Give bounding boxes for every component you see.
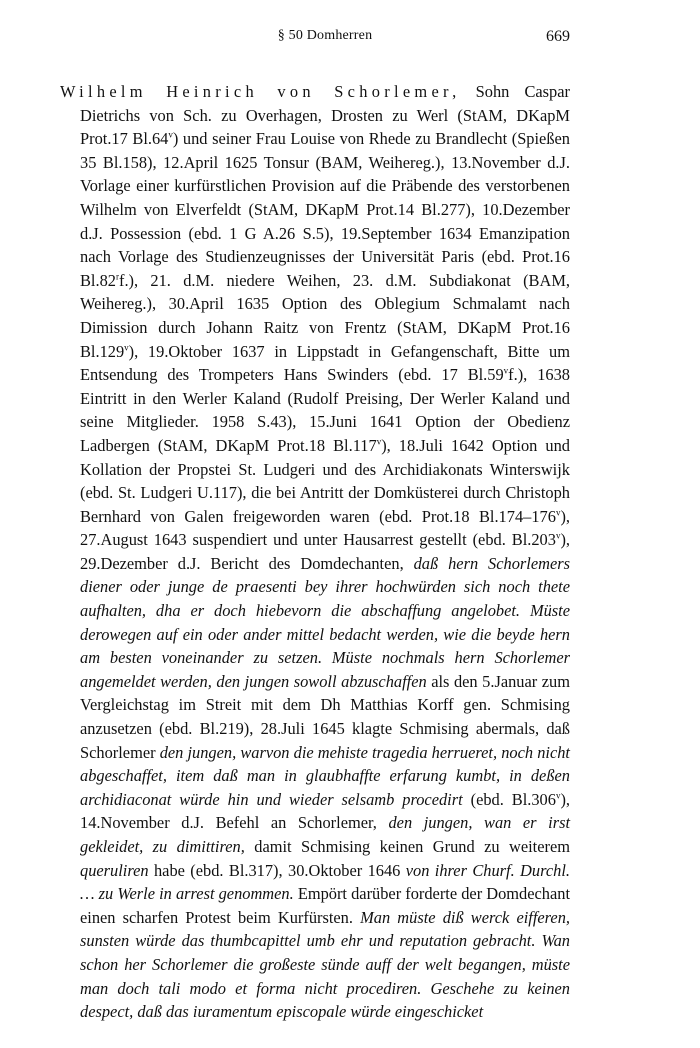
body-text-segment: Empört darüber forderte der Domdechant einen scharfen Protest beim Kurfürsten. [80, 884, 571, 927]
body-text-segment: ), 29.Dezember d.J. Bericht des Domdechanten, [80, 530, 570, 573]
page-header [80, 28, 570, 50]
folio-superscript: v [555, 530, 561, 541]
body-text-segment: habe (ebd. Bl.317), 30.Oktober 1646 [148, 860, 406, 880]
body-text-segment: (ebd. Bl.306 [462, 789, 556, 809]
folio-superscript: v [376, 436, 382, 447]
body-text-segment: damit Schmising keinen Grund zu weiterem [244, 837, 570, 856]
body-text-segment: Sohn Caspar Dietrichs von Sch. zu Overhagen, Drosten zu Werl (StAM, DKapM Prot.17 Bl.64 [80, 82, 570, 149]
quotation-text: daß hern Schorlemers diener oder junge de praesenti bey ihrer hochwürden sich noch thete aufhalten, dha er doch hiebevorn die abschaffung angelobet. Müste derowegen auf ein oder ander mittel bedacht werden, wie die beyde hern am besten voneinander zu setzen. Müste nochmals hern Schorlemer angemeldet werden, den jungen sowoll abzuschaffen [80, 553, 570, 691]
quotation-text: Man müste diß werck eifferen, sunsten würde das thumbcapittel umb ehr und reputation gebracht. Wan schon her Schorlemer die großeste sünde auff der welt begangen, müste man doch tali modo et forma nicht procediren. Geschehe zu keinen despect, daß das iuramentum episcopale würde eingeschicket [80, 907, 570, 1022]
folio-superscript: r [115, 271, 119, 282]
body-text-segment: ), 18.Juli 1642 Option und Kollation der Propstei St. Ludgeri und des Archidiakonats Winterswijk (ebd. St. Ludgeri U.117), die bei Antritt der Domküsterei durch Christoph Bernhard von Galen freigeworden waren (ebd. Prot.18 Bl.174–176 [80, 435, 570, 526]
running-head: § 50 Domherren [277, 28, 373, 43]
body-text-segment: ), 14.November d.J. Befehl an Schorlemer, [80, 789, 570, 833]
entry-name: Wilhelm Heinrich von Schorlemer, [60, 82, 461, 101]
body-text-segment: ), 27.August 1643 suspendiert und unter Hausarrest gestellt (ebd. Bl.203 [80, 506, 570, 550]
folio-superscript: v [124, 342, 129, 353]
body-text-segment: f.), 21. d.M. niedere Weihen, 23. d.M. Subdiakonat (BAM, Weihereg.), 30.April 1635 Option des Oblegium Schmalamt nach Dimission durch Johann Raitz von Frentz (StAM, DKapM Prot.16 Bl.129 [80, 270, 570, 361]
folio-superscript: v [168, 129, 173, 140]
folio-superscript: v [555, 790, 561, 801]
quotation-text: den jungen, warvon die mehiste tragedia herrueret, noch nicht abgeschaffet, item daß man in glaubhaffte erfarung kumbt, in deßen archidiaconat würde hin und wieder selsamb procedirt [80, 742, 570, 809]
folio-superscript: v [555, 507, 561, 518]
body-text-segment: f.), 1638 Eintritt in den Werler Kaland (Rudolf Preising, Der Werler Kaland und seine Mitglieder. 1958 S.43), 15.Juni 1641 Option der Obedienz Ladbergen (StAM, DKapM Prot.18 Bl.117 [80, 365, 570, 455]
folio-superscript: v [503, 365, 509, 376]
page-number: 669 [546, 28, 570, 45]
body-text-segment: als den 5.Januar zum Vergleichstag im Streit mit dem Dh Matthias Korff gen. Schmising anzusetzen (ebd. Bl.219), 28.Juli 1645 klagte Schmising abermals, daß Schorlemer [80, 671, 570, 762]
body-text-segment: ) und seiner Frau Louise von Rhede zu Brandlecht (Spießen 35 Bl.158), 12.April 1625 Tonsur (BAM, Weihereg.), 13.November d.J. Vorlage einer kurfürstlichen Provision auf die Präbende des verstorbenen Wilhelm von Elverfeldt (StAM, DKapM Prot.14 Bl.277), 10.Dezember d.J. Possession (ebd. 1 G A.26 S.5), 19.September 1634 Emanzipation nach Vorlage des Studienzeugnisses der Universität Paris (ebd. Prot.16 Bl.82 [80, 129, 570, 290]
quotation-text: von ihrer Churf. Durchl. … zu Werle in arrest genommen. [80, 860, 570, 904]
quotation-text: queruliren [80, 860, 149, 880]
entry-body [80, 82, 570, 1021]
quotation-text: den jungen, wan er irst gekleidet, zu dimittiren, [80, 813, 571, 856]
biographical-entry [60, 80, 570, 1024]
body-text-segment: ), 19.Oktober 1637 in Lippstadt in Gefangenschaft, Bitte um Entsendung des Trompeters Hans Swinders (ebd. 17 Bl.59 [80, 341, 570, 385]
